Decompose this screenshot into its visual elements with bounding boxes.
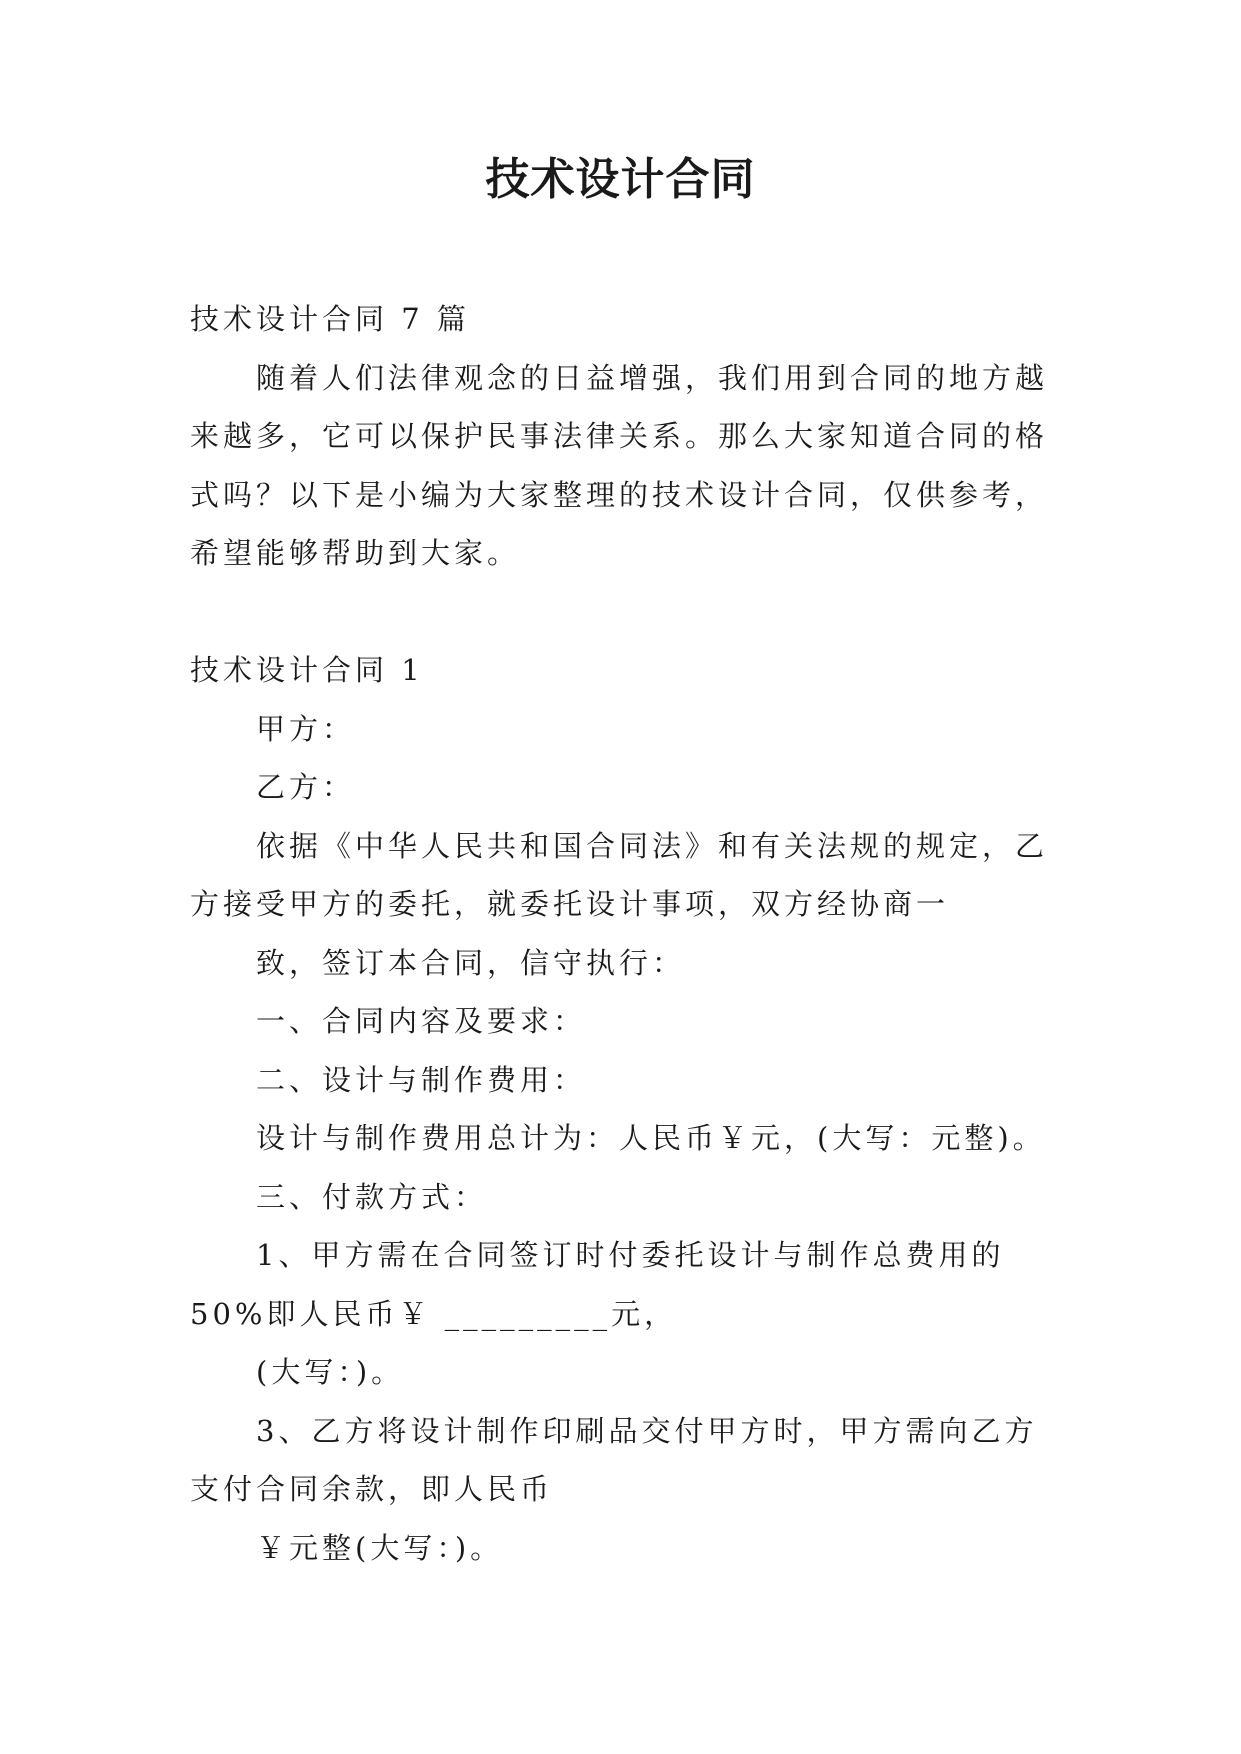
- payment-item-1-amount: (大写：)。: [256, 1355, 405, 1389]
- clause-three-heading: 三、付款方式：: [256, 1179, 488, 1214]
- party-a-line: 甲方：: [256, 711, 356, 746]
- intro-paragraph: 随着人们法律观念的日益增强，我们用到合同的地方越来越多，它可以保护民事法律关系。那么大家知道合同的格式吗？以下是小编为大家整理的技术设计合同，仅供参考，希望能够帮助到大家。: [190, 360, 1049, 570]
- document-subtitle: 技术设计合同 7 篇: [190, 302, 470, 336]
- payment-item-3: 3、乙方将设计制作印刷品交付甲方时，甲方需向乙方支付合同余款，即人民币: [190, 1413, 1038, 1506]
- document-title: 技术设计合同: [485, 154, 756, 205]
- document-body: [190, 290, 1070, 1577]
- basis-paragraph: 依据《中华人民共和国合同法》和有关法规的规定，乙方接受甲方的委托，就委托设计事项，双方经协商一: [190, 828, 1049, 921]
- payment-item-3-amount: ￥元整(大写：)。: [256, 1530, 504, 1565]
- agreement-line: 致，签订本合同，信守执行：: [256, 945, 686, 980]
- payment-item-1: 1、甲方需在合同签订时付委托设计与制作总费用的 50%即人民币￥ _________元，: [190, 1238, 1005, 1331]
- paragraph-gap: [190, 583, 1070, 642]
- clause-two-heading: 二、设计与制作费用：: [256, 1062, 587, 1097]
- clause-one-heading: 一、合同内容及要求：: [256, 1004, 587, 1038]
- party-b-line: 乙方：: [256, 770, 356, 804]
- fee-total-line: 设计与制作费用总计为：人民币￥元，(大写：元整)。: [256, 1121, 1046, 1155]
- section-heading: 技术设计合同 1: [190, 653, 424, 687]
